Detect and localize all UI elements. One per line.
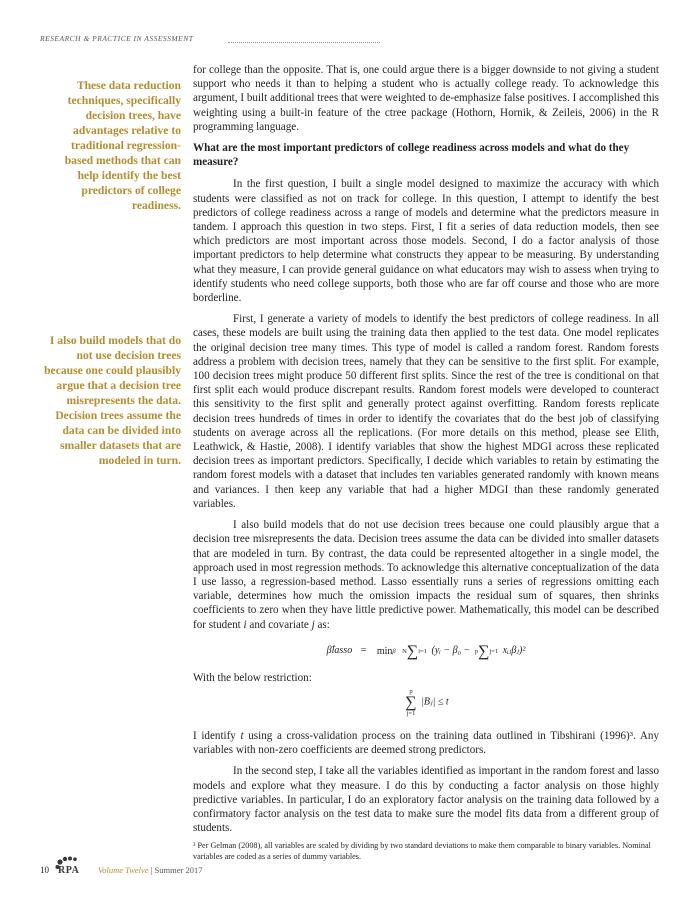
text-run: I also build models that do not use decision trees because one could plausibly argue that a decision tree misrepresents the data. Decision trees assume the data can be divided into smaller datasets that are modeled in turn. By contrast, the data could be represented altogether in a single model, the approach used in most regression methods. To acknowledge this alternative conceptualization of the data I use lasso, a regression-based method. Lasso essentially runs a series of regressions omitting each variable, determines how much the omission impacts the residual sum of squares, then shrinks coefficients to zero when they have little predictive power. Mathematically, this model can be described for student bbox=[193, 519, 659, 631]
sum2-bottom: j=1 bbox=[489, 647, 499, 655]
text-run: I identify bbox=[193, 729, 241, 742]
math-var-i: i bbox=[243, 618, 247, 631]
pull-quote-1: These data reduction techniques, specifically decision trees, have advantages relative to traditional regression-based methods that can help identify the best predictors of college readiness. bbox=[64, 79, 181, 212]
paragraph-lasso bbox=[193, 518, 659, 632]
text-run: as: bbox=[314, 618, 330, 631]
paragraph-continued: for college than the opposite. That is, one could argue there is a bigger downside to not giving a student support who needs it than to helping a student who is actually college ready. To acknowledge this argument, I built additional trees that were weighted to de-emphasize false positives. I accomplished this weighting using a built-in feature of the ctree package (Hothorn, Hornik, & Zeileis, 2006) in the R programming language. bbox=[193, 64, 659, 133]
footnote: ³ Per Gelman (2008), all variables are scaled by dividing by two standard deviations to make them comparable to binary variables. Nominal variables are coded as a series of dummy variables. bbox=[193, 841, 651, 861]
sum1-top: N bbox=[402, 647, 407, 655]
page-footer bbox=[40, 856, 340, 880]
lasso-equation bbox=[193, 644, 659, 659]
eq-sum-1 bbox=[402, 644, 427, 659]
page-number: 10 bbox=[40, 865, 49, 875]
separator: | bbox=[148, 865, 155, 875]
sum1-bottom: i=1 bbox=[418, 647, 427, 655]
eq-term-2: xᵢⱼβⱼ)² bbox=[502, 645, 526, 657]
running-header bbox=[40, 34, 340, 46]
body-column bbox=[193, 63, 659, 842]
eq-min-sub: β bbox=[392, 647, 396, 655]
eq-equals: = bbox=[360, 645, 367, 657]
paragraph: In the first question, I built a single model designed to maximize the accuracy with which students were classified as not on track for college. In this question, I attempt to identify the best predictors of college readiness across a range of models and determine what the predictors measure in tandem. I approach this question in two steps. First, I fit a series of data reduction models, then see which predictors are most important across those models. Second, I do a factor analysis of those important predictors to help determine what constructs they appear to be measuring. By understanding what they measure, I can provide general guidance on what educators may wish to assess when trying to identify students who need college supports, both those who are far off course and those who are more borderline. bbox=[193, 178, 659, 305]
paragraph: In the second step, I take all the variables identified as important in the random forest and lasso models and explore what they measure. I do this by conducting a factor analysis on those highly predictive variables. In particular, I do an exploratory factor analysis on the training data followed by a confirmatory factor analysis on the test data to make sure the model fits data from a different group of students. bbox=[193, 765, 659, 835]
sigma-icon: ∑ bbox=[478, 642, 490, 660]
eq-min bbox=[377, 646, 396, 657]
sigma-icon: ∑ bbox=[406, 642, 419, 660]
eq-min-label: min bbox=[376, 645, 393, 657]
text-run: using a cross-validation process on the training data outlined in Tibshirani (1996)³. Any variables with non-zero coefficients are deemed strong predictors. bbox=[193, 729, 659, 757]
section-heading: What are the most important predictors of college readiness across models and what do they measure? bbox=[193, 142, 630, 169]
footer-issue bbox=[98, 865, 202, 875]
header-dotted-rule bbox=[228, 42, 380, 43]
issue-label: Summer 2017 bbox=[154, 865, 203, 875]
sum2-top: p bbox=[474, 647, 479, 655]
eq-sum-2 bbox=[475, 644, 498, 659]
volume-label: Volume Twelve bbox=[98, 865, 149, 875]
text-run: and covariate bbox=[246, 618, 312, 631]
paragraph: First, I generate a variety of models to identify the best predictors of college readiness. In all cases, these models are built using the training data then applied to the test data. One model replicates the original decision tree many times. This type of model is called a random forest. Random forests address a problem with decision trees, namely that they can be sensitive to the first split. For example, 100 decision trees might produce 50 different first splits. Since the rest of the tree is conditional on that first split each would produce discrepant results. Random forest models were developed to counteract this sensitivity to the first split and generally protect against overfitting. Random forests replicate decision trees hundreds of times in order to identify the covariates that do the best job of classifying students on average across all the replications. (For more details on this method, please see Elith, Leathwick, & Hastie, 2008). I identify variables that show the highest MDGI across these replicated decision trees as important predictors. Specifically, I decide which variables to retain by estimating the random forest models with a dataset that includes ten variables generated randomly with known means and variances. I then keep any variable that had a higher MDGI than these randomly generated variables. bbox=[193, 313, 659, 510]
restriction-equation bbox=[193, 688, 659, 717]
restr-bottom: j=1 bbox=[406, 709, 416, 717]
math-var-t: t bbox=[240, 729, 244, 742]
running-title: RESEARCH & PRACTICE IN ASSESSMENT bbox=[40, 34, 194, 43]
paragraph-t bbox=[193, 729, 659, 757]
sigma-icon: ∑ bbox=[405, 693, 417, 711]
eq-term-1: (yᵢ − β₀ − bbox=[431, 645, 471, 657]
restriction-intro: With the below restriction: bbox=[193, 671, 312, 684]
eq-lhs: β̂lasso bbox=[326, 645, 353, 657]
restr-top: p bbox=[409, 687, 413, 695]
math-var-j: j bbox=[311, 618, 315, 631]
pull-quote-2: I also build models that do not use decision trees because one could plausibly argue that a decision tree misrepresents the data. Decision trees assume the data can be divided into smaller datasets that are modeled in turn. bbox=[44, 334, 181, 467]
restriction-term: |Bⱼ| ≤ t bbox=[421, 696, 449, 708]
restriction-sum bbox=[405, 688, 416, 717]
logo-text: RPA bbox=[58, 865, 80, 876]
